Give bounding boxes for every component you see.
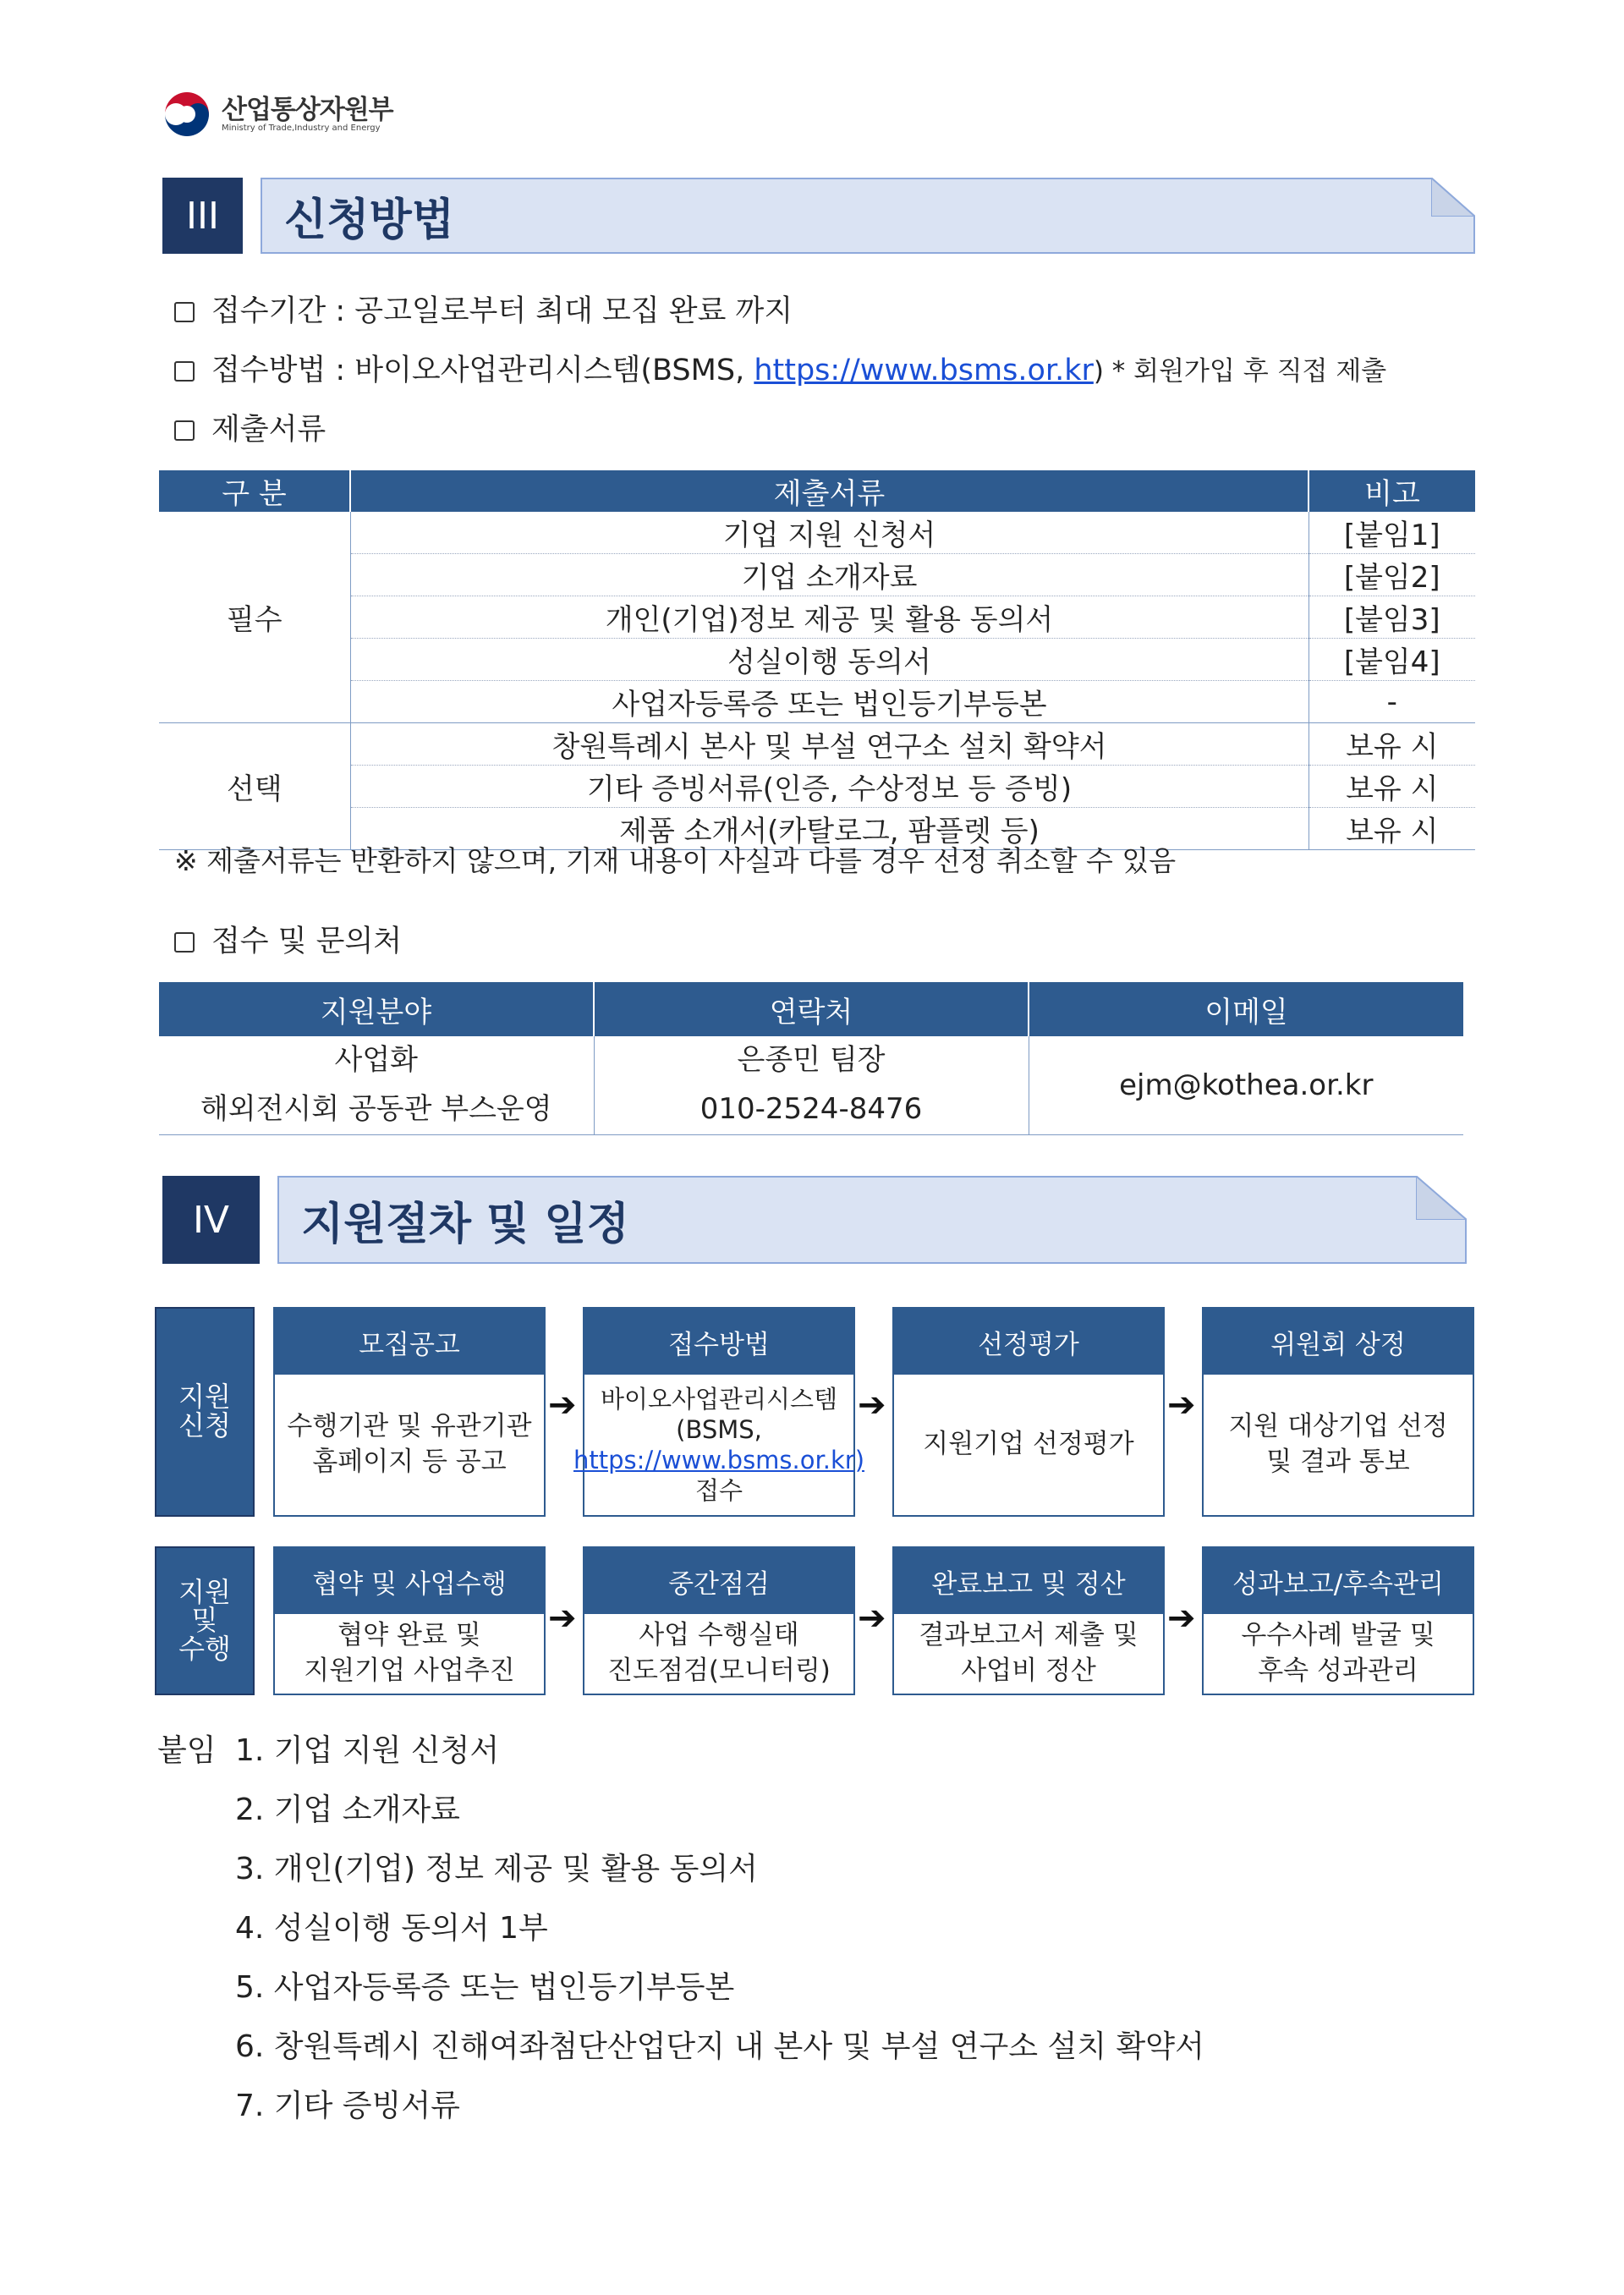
doc-remark: [붙임1] [1309,512,1475,554]
attachment-item: 6. 창원특례시 진해여좌첨단산업단지 내 본사 및 부설 연구소 설치 확약서 [235,2029,1204,2064]
step-midterm-check: 중간점검 사업 수행실태 진도점검(모니터링) [583,1546,855,1695]
contact-cell: 은종민 팀장 010-2524-8476 [594,1036,1029,1134]
checkbox-icon [174,420,195,441]
bsms-link[interactable]: https://www.bsms.or.kr) [573,1446,865,1474]
arrow-right-icon: ➔ [1167,1599,1196,1638]
table-row [159,1036,1463,1134]
table-header: 비고 [1309,470,1475,512]
checkbox-icon [174,932,195,953]
arrow-right-icon: ➔ [858,1599,886,1638]
attachment-item: 4. 성실이행 동의서 1부 [235,1911,548,1946]
attachment-item: 2. 기업 소개자료 [235,1793,460,1827]
doc-item: 기업 소개자료 [350,554,1309,596]
section-title-box [261,178,1475,254]
doc-item: 사업자등록증 또는 법인등기부등본 [350,681,1309,723]
attachment-item: 3. 개인(기업) 정보 제공 및 활용 동의서 [235,1852,758,1886]
step-final-report: 완료보고 및 정산 결과보고서 제출 및 사업비 정산 [892,1546,1165,1695]
table-header: 지원분야 [159,982,594,1036]
ministry-name-english: Ministry of Trade,Industry and Energy [222,124,381,133]
attachment-item: 5. 사업자등록증 또는 법인등기부등본 [235,1970,735,2005]
section-number: IV [162,1176,260,1264]
section-title: 지원절차 및 일정 [301,1199,629,1250]
table-header: 이메일 [1029,982,1463,1036]
category-cell: 선택 [159,723,350,850]
phase-label-apply: 지원 신청 [155,1307,255,1517]
attachment-item: 1. 기업 지원 신청서 [235,1733,500,1768]
doc-item: 기타 증빙서류(인증, 수상정보 등 증빙) [350,766,1309,808]
step-recruit-notice: 모집공고 수행기관 및 유관기관 홈페이지 등 공고 [273,1307,546,1517]
taegeuk-emblem-icon [161,88,213,140]
folded-corner-icon [1431,178,1475,217]
step-followup: 성과보고/후속관리 우수사례 발굴 및 후속 성과관리 [1202,1546,1474,1695]
folded-corner-icon [1416,1176,1467,1220]
table-row [159,596,1475,639]
doc-remark: 보유 시 [1309,808,1475,850]
table-row [159,554,1475,596]
checkbox-icon [174,361,195,382]
table-row [159,766,1475,808]
doc-item: 제품 소개서(카탈로그, 팜플렛 등) [350,808,1309,850]
doc-item: 기업 지원 신청서 [350,512,1309,554]
checkbox-icon [174,302,195,322]
arrow-right-icon: ➔ [1167,1386,1196,1425]
arrow-right-icon: ➔ [548,1386,577,1425]
table-row [159,512,1475,554]
reception-method: 접수방법 : 바이오사업관리시스템(BSMS, https://www.bsms.or.kr) * 회원가입 후 직접 제출 [174,347,1386,389]
step-evaluation: 선정평가 지원기업 선정평가 [892,1307,1165,1517]
category-cell: 필수 [159,512,350,723]
table-row [159,681,1475,723]
section-number: III [162,178,243,254]
table-header: 제출서류 [350,470,1309,512]
doc-remark: - [1309,681,1475,723]
ministry-name: 산업통상자원부 [222,95,393,125]
doc-remark: 보유 시 [1309,766,1475,808]
attachments-label: 붙임 [157,1733,217,1768]
step-reception: 접수방법 바이오사업관리시스템 (BSMS, https://www.bsms.or.kr) 접수 [583,1307,855,1517]
contact-heading: 접수 및 문의처 [174,918,402,960]
docs-heading: 제출서류 [174,406,326,448]
table-row [159,639,1475,681]
section-title: 신청방법 [284,195,454,246]
table-row [159,723,1475,766]
email-cell[interactable]: ejm@kothea.or.kr [1029,1036,1463,1134]
doc-remark: [붙임3] [1309,596,1475,639]
attachment-item: 7. 기타 증빙서류 [235,2089,460,2123]
doc-item: 개인(기업)정보 제공 및 활용 동의서 [350,596,1309,639]
arrow-right-icon: ➔ [548,1599,577,1638]
arrow-right-icon: ➔ [858,1386,886,1425]
step-agreement: 협약 및 사업수행 협약 완료 및 지원기업 사업추진 [273,1546,546,1695]
table-header: 구 분 [159,470,350,512]
submission-note: ※ 제출서류는 반환하지 않으며, 기재 내용이 사실과 다를 경우 선정 취소할 수 있음 [174,844,1177,877]
bsms-link[interactable]: https://www.bsms.or.kr [754,354,1094,387]
contact-table [159,982,1463,1135]
doc-remark: 보유 시 [1309,723,1475,766]
reception-period: 접수기간 : 공고일로부터 최대 모집 완료 까지 [174,288,793,330]
step-committee: 위원회 상정 지원 대상기업 선정 및 결과 통보 [1202,1307,1474,1517]
doc-remark: [붙임2] [1309,554,1475,596]
phase-label-execute: 지원 및 수행 [155,1546,255,1695]
doc-item: 창원특례시 본사 및 부설 연구소 설치 확약서 [350,723,1309,766]
doc-remark: [붙임4] [1309,639,1475,681]
table-header: 연락처 [594,982,1029,1036]
support-field-cell: 사업화 해외전시회 공동관 부스운영 [159,1036,594,1134]
doc-item: 성실이행 동의서 [350,639,1309,681]
submission-docs-table [159,470,1475,850]
section-title-box [277,1176,1467,1264]
